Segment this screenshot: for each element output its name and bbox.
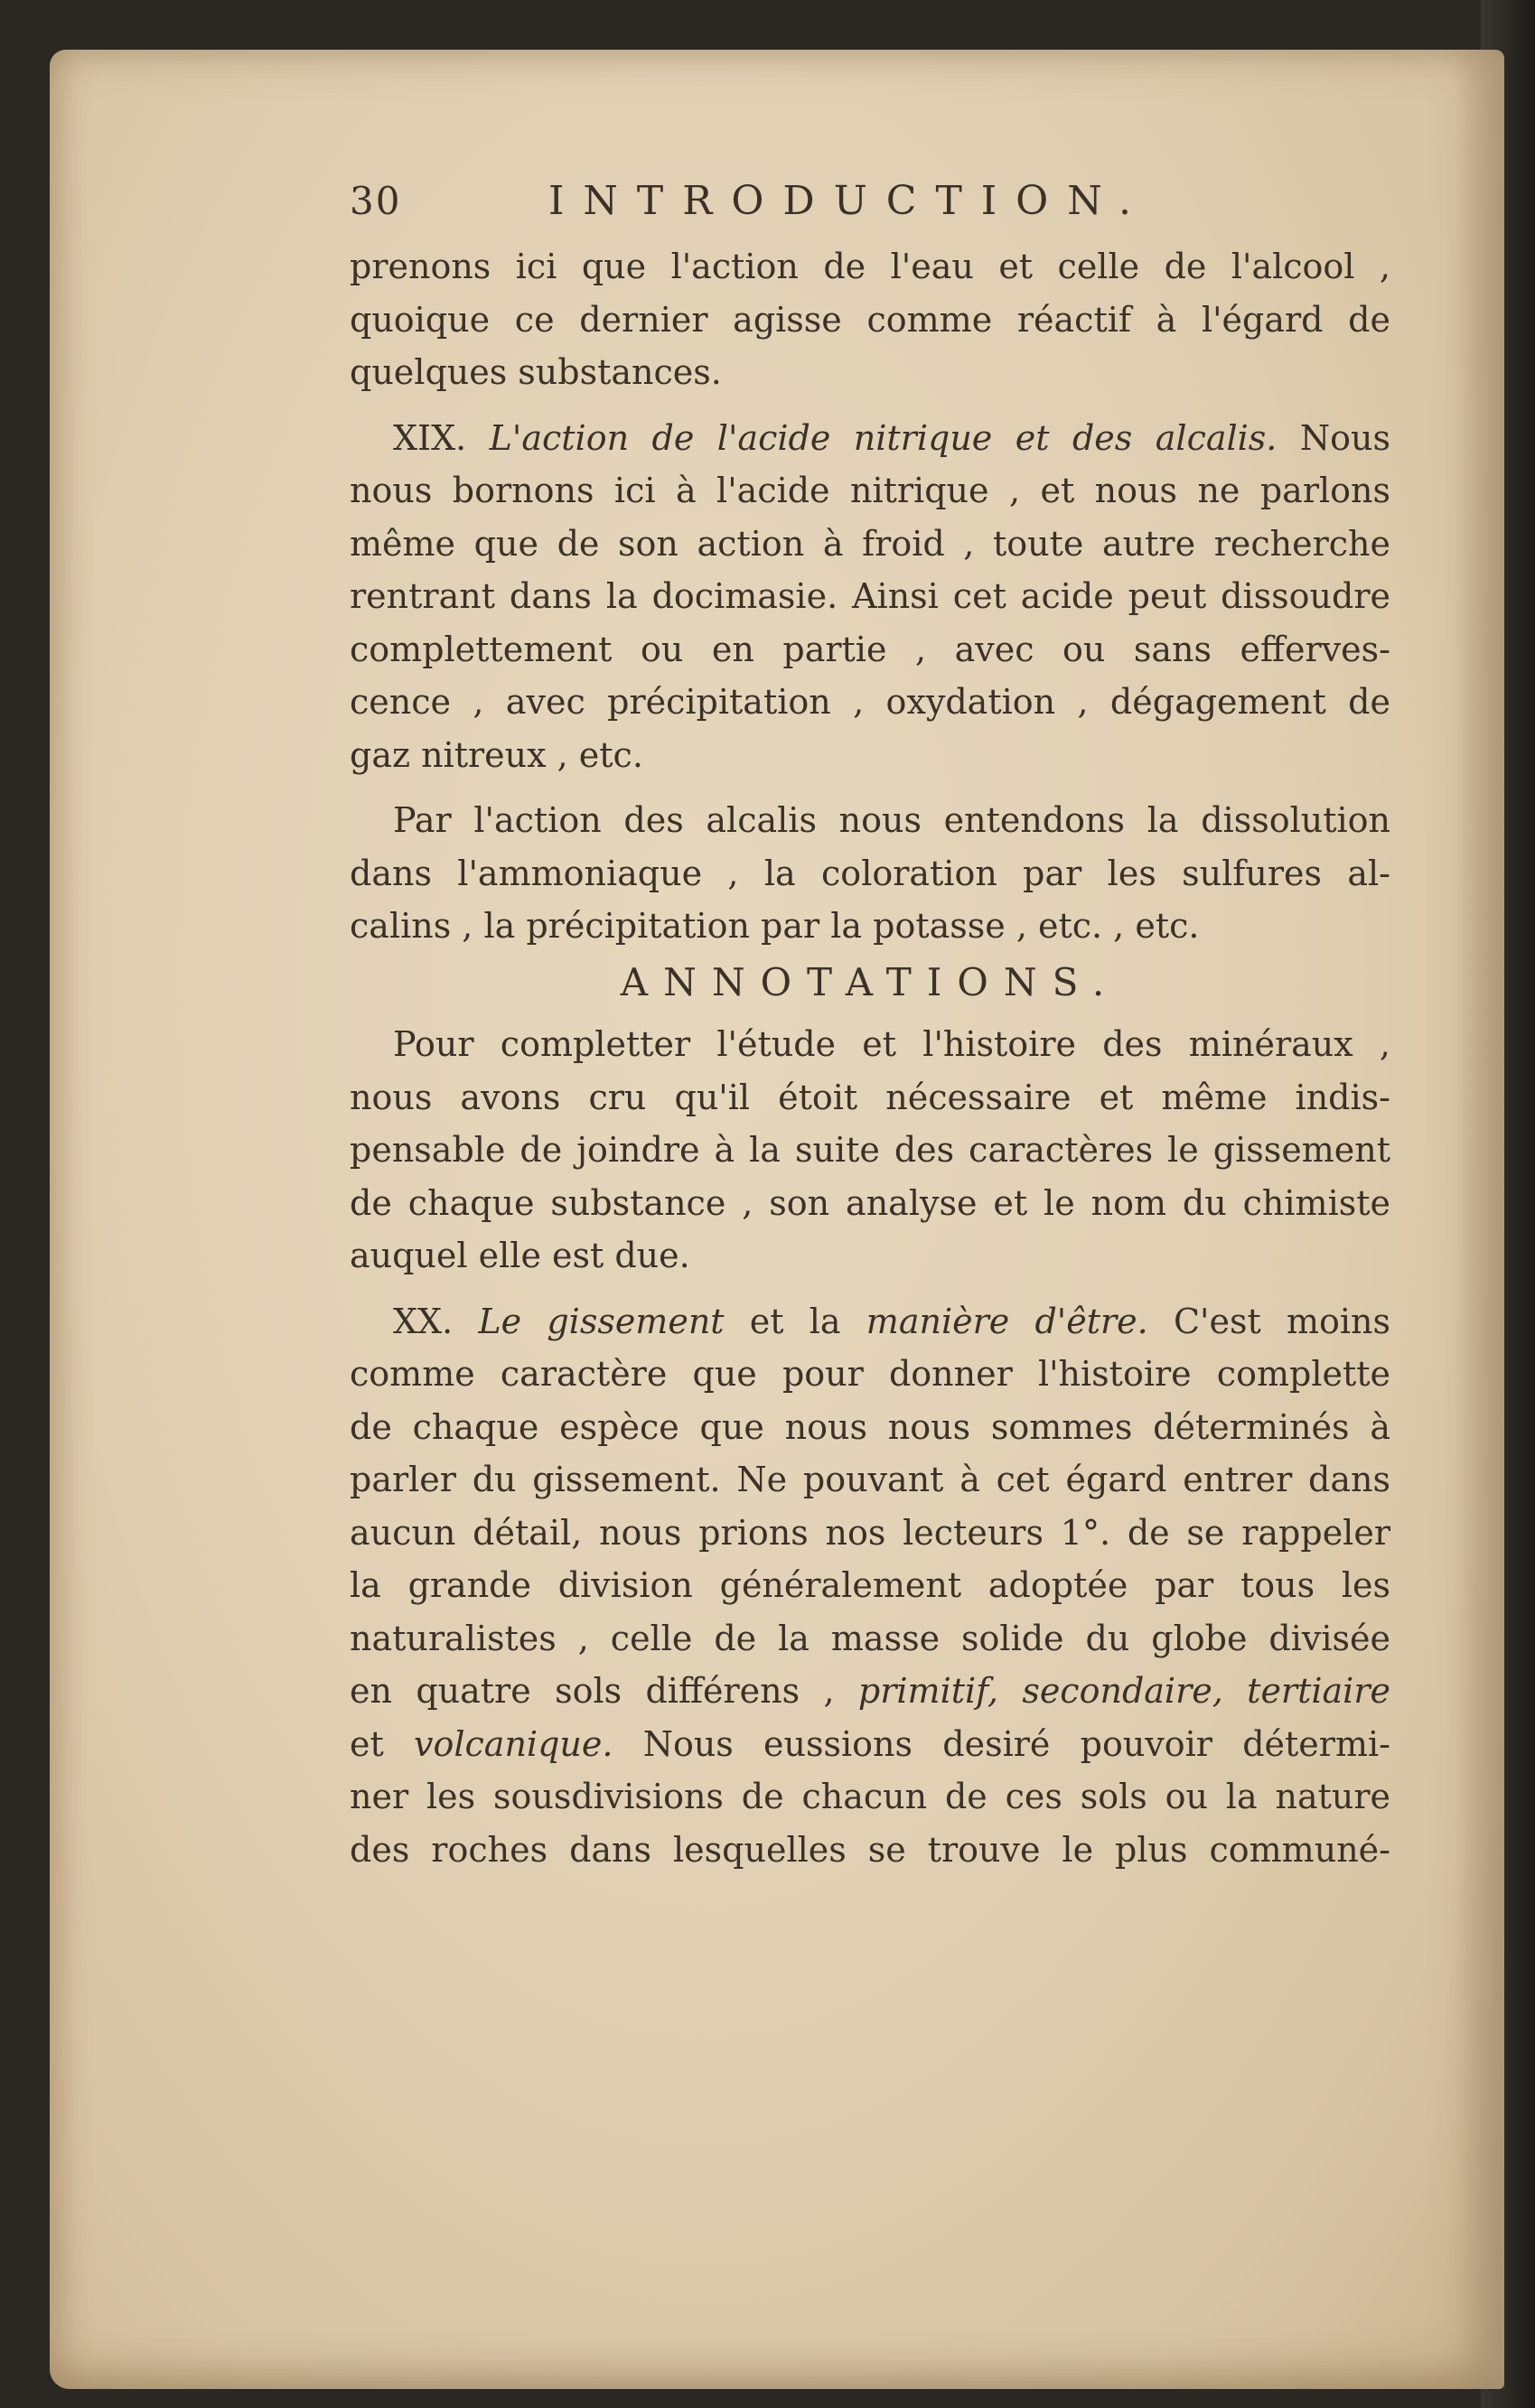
paragraph-annotations — [350, 1018, 1390, 1283]
text-line: nous avons cru qu'il étoit nécessaire et même indis- — [350, 1077, 1390, 1117]
text-line: des roches dans lesquelles se trouve le plus communé- — [350, 1829, 1390, 1870]
page-number: 30 — [350, 179, 402, 223]
text-line: prenons ici que l'action de l'eau et celle de l'alcool , — [350, 247, 1390, 286]
section-number: XIX. — [393, 417, 467, 458]
section-number: XX. — [393, 1301, 454, 1341]
text-line: comme caractère que pour donner l'histoire complette — [350, 1354, 1390, 1394]
text-line: auquel elle est due. — [350, 1236, 690, 1275]
paragraph-1 — [350, 240, 1390, 399]
running-title: INTRODUCTION. — [548, 178, 1150, 224]
text-line: en quatre sols différens , primitif, secondaire, tertiaire — [350, 1671, 1390, 1711]
text-line: gaz nitreux , etc. — [350, 734, 643, 775]
text-line: quelques substances. — [350, 352, 722, 392]
text-line: naturalistes , celle de la masse solide du globe divisée — [350, 1618, 1390, 1658]
paragraph-alcalis — [350, 794, 1390, 953]
text-line: nous bornons ici à l'acide nitrique , et nous ne parlons — [350, 471, 1390, 510]
text-line: complettement ou en partie , avec ou sans efferves- — [350, 629, 1390, 669]
text-line: de chaque substance , son analyse et le nom du chimiste — [350, 1182, 1390, 1223]
text-line: et volcanique. Nous eussions desiré pouvoir détermi- — [350, 1723, 1390, 1764]
running-head — [350, 168, 1390, 240]
text-line: Par l'action des alcalis nous entendons la dissolution — [393, 800, 1390, 840]
text-line: pensable de joindre à la suite des caractères le gissement — [350, 1130, 1390, 1170]
page-text — [350, 168, 1390, 1876]
text-line: dans l'ammoniaque , la coloration par les sulfures al- — [350, 853, 1390, 893]
page-edge-shadow — [1455, 50, 1504, 2389]
paragraph-xx — [350, 1295, 1390, 1877]
text-line: XX. Le gissement et la manière d'être. C'est moins — [393, 1301, 1390, 1341]
text-line: cence , avec précipitation , oxydation , dégagement de — [350, 682, 1390, 722]
text-line: Pour completter l'étude et l'histoire des minéraux , — [393, 1024, 1390, 1064]
text-line: XIX. L'action de l'acide nitrique et des alcalis. Nous — [393, 417, 1390, 458]
text-line: calins , la précipitation par la potasse , etc. , etc. — [350, 906, 1200, 946]
text-line: aucun détail, nous prions nos lecteurs 1°. de se rappeler — [350, 1512, 1390, 1553]
text-line: rentrant dans la docimasie. Ainsi cet acide peut dissoudre — [350, 576, 1390, 616]
text-line: de chaque espèce que nous nous sommes déterminés à — [350, 1406, 1390, 1447]
text-line: la grande division généralement adoptée par tous les — [350, 1565, 1390, 1605]
annotations-heading: ANNOTATIONS. — [620, 959, 1120, 1004]
section-heading: L'action de l'acide nitrique et des alcalis. — [489, 417, 1278, 458]
text-line: ner les sousdivisions de chacun de ces sols ou la nature — [350, 1777, 1390, 1816]
text-line: parler du gissement. Ne pouvant à cet égard entrer dans — [350, 1460, 1390, 1499]
text-line: même que de son action à froid , toute autre recherche — [350, 523, 1390, 564]
paragraph-xix — [350, 412, 1390, 782]
text-line: quoique ce dernier agisse comme réactif à l'égard de — [350, 299, 1390, 340]
